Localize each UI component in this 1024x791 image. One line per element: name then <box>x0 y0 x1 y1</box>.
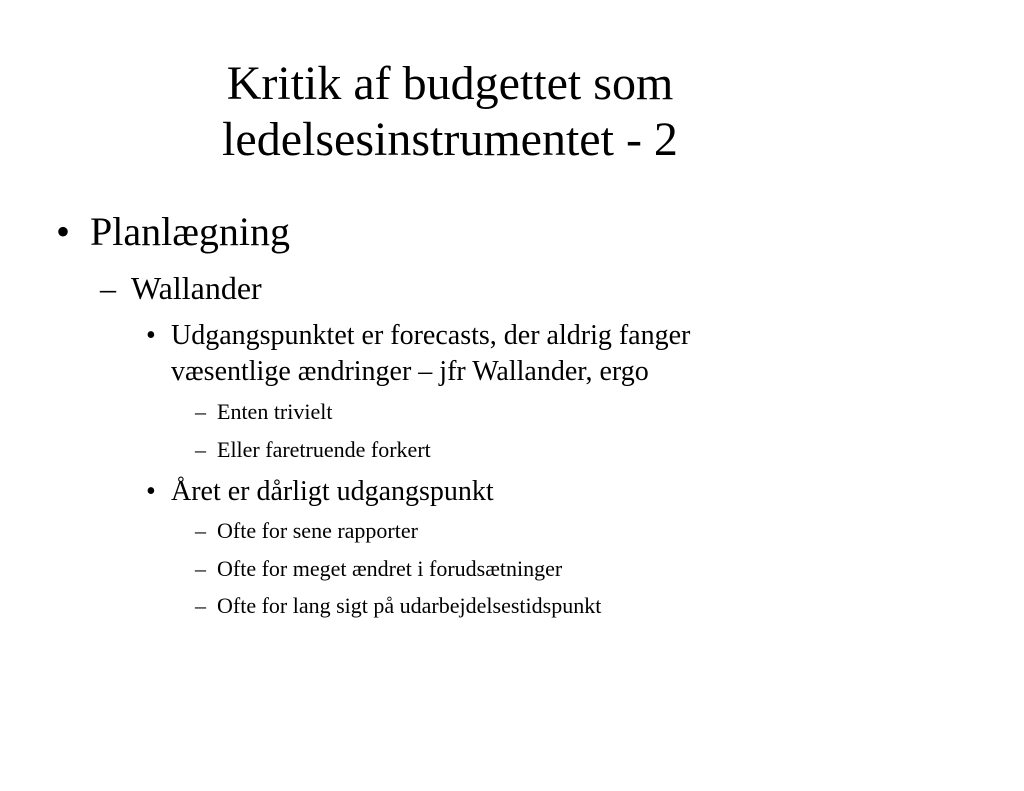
subbullet-text: Wallander <box>131 270 262 306</box>
dash-marker: – <box>195 593 206 618</box>
title-line-1: Kritik af budgettet som <box>226 57 674 110</box>
title-line-2: ledelsesinstrumentet - 2 <box>222 113 678 166</box>
slide-title <box>150 56 750 168</box>
bullet-aaret <box>146 474 494 510</box>
subitem-text: Ofte for sene rapporter <box>217 518 418 543</box>
dash-marker: – <box>195 518 206 543</box>
dash-marker: – <box>195 556 206 581</box>
bullet-text: Planlægning <box>90 209 291 254</box>
subitem-eller-faretruende <box>195 436 431 464</box>
subitem-text: Ofte for lang sigt på udarbejdelsestidspunkt <box>217 593 602 618</box>
subitem-lang-sigt <box>195 592 601 620</box>
dash-marker: – <box>100 270 116 306</box>
bullet-text-line-2: væsentlige ændringer – jfr Wallander, ergo <box>171 356 649 387</box>
subitem-text: Ofte for meget ændret i forudsætninger <box>217 556 563 581</box>
bullet-marker: • <box>146 476 156 507</box>
dash-marker: – <box>195 399 206 424</box>
subitem-enten-trivielt <box>195 398 332 426</box>
bullet-marker: • <box>146 320 156 351</box>
dash-marker: – <box>195 437 206 462</box>
subbullet-wallander <box>100 268 262 308</box>
subitem-sene-rapporter <box>195 517 418 545</box>
bullet-text-line-1: Udgangspunktet er forecasts, der aldrig fanger <box>171 320 691 351</box>
subitem-text: Enten trivielt <box>217 399 333 424</box>
bullet-text <box>146 318 690 390</box>
bullet-marker: • <box>56 209 71 254</box>
bullet-planlaegning <box>56 208 290 256</box>
subitem-aendret-forudsaetninger <box>195 555 562 583</box>
bullet-udgangspunkt <box>146 318 690 390</box>
subitem-text: Eller faretruende forkert <box>217 437 431 462</box>
bullet-text: Året er dårligt udgangspunkt <box>171 476 494 507</box>
